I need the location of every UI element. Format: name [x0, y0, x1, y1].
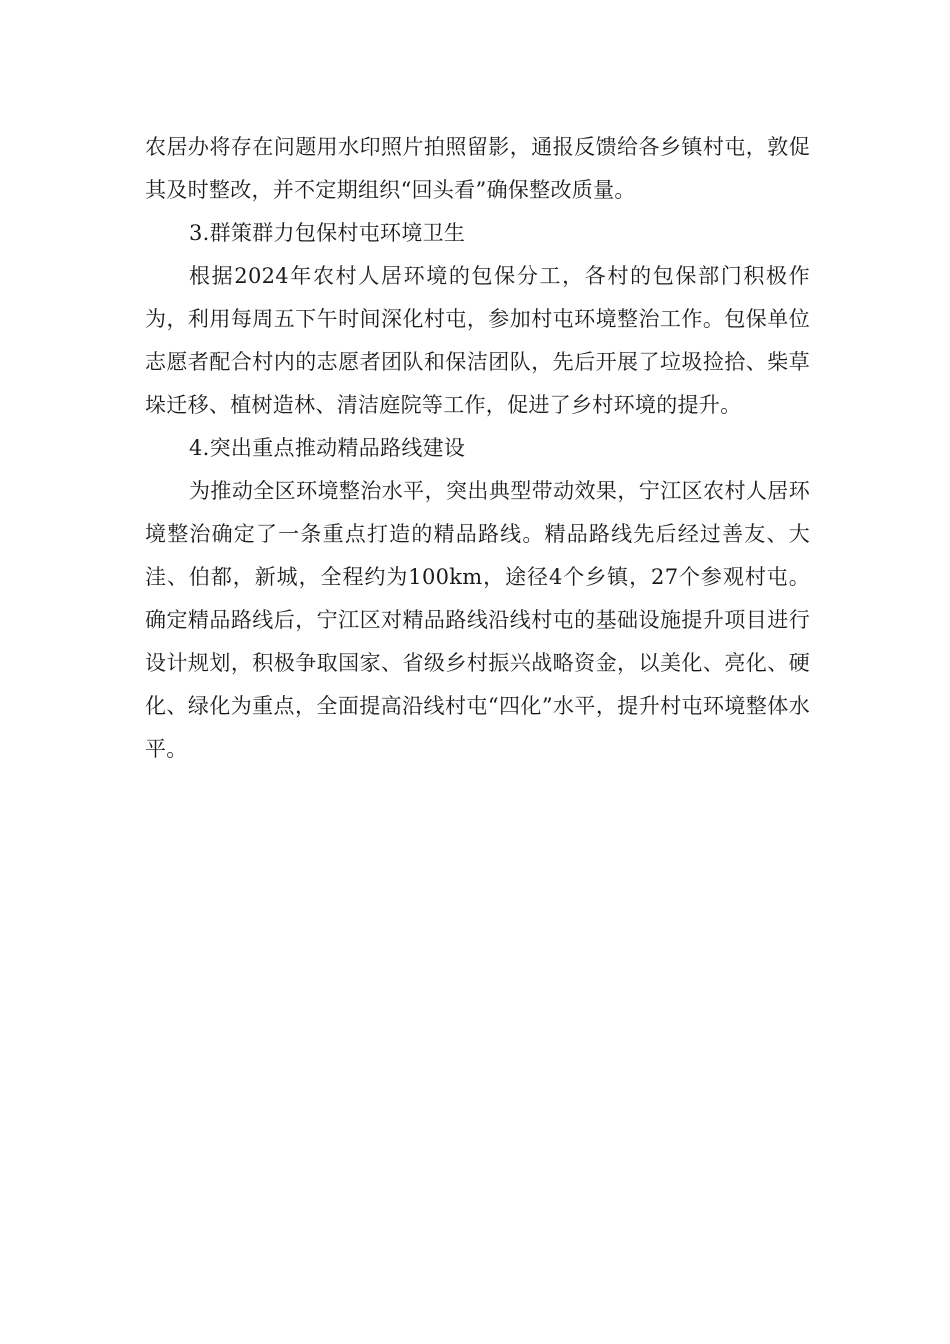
- section-heading-4: 4.突出重点推动精品路线建设: [189, 436, 466, 460]
- body-paragraph-3: 根据2024年农村人居环境的包保分工，各村的包保部门积极作为，利用每周五下午时间深化村屯，参加村屯环境整治工作。包保单位志愿者配合村内的志愿者团队和保洁团队，先后开展了垃圾捡拾、柴草垛迁移、植树造林、清洁庭院等工作，促进了乡村环境的提升。: [145, 264, 810, 417]
- section-heading-3: 3.群策群力包保村屯环境卫生: [189, 221, 466, 245]
- continuation-paragraph: 农居办将存在问题用水印照片拍照留影，通报反馈给各乡镇村屯，敦促其及时整改，并不定期组织“回头看”确保整改质量。: [145, 135, 810, 202]
- body-paragraph-4: 为推动全区环境整治水平，突出典型带动效果，宁江区农村人居环境整治确定了一条重点打造的精品路线。精品路线先后经过善友、大洼、伯都，新城，全程约为100km，途径4个乡镇，27个参观村屯。确定精品路线后，宁江区对精品路线沿线村屯的基础设施提升项目进行设计规划，积极争取国家、省级乡村振兴战略资金，以美化、亮化、硬化、绿化为重点，全面提高沿线村屯“四化”水平，提升村屯环境整体水平。: [145, 479, 810, 761]
- document-body: [145, 126, 810, 771]
